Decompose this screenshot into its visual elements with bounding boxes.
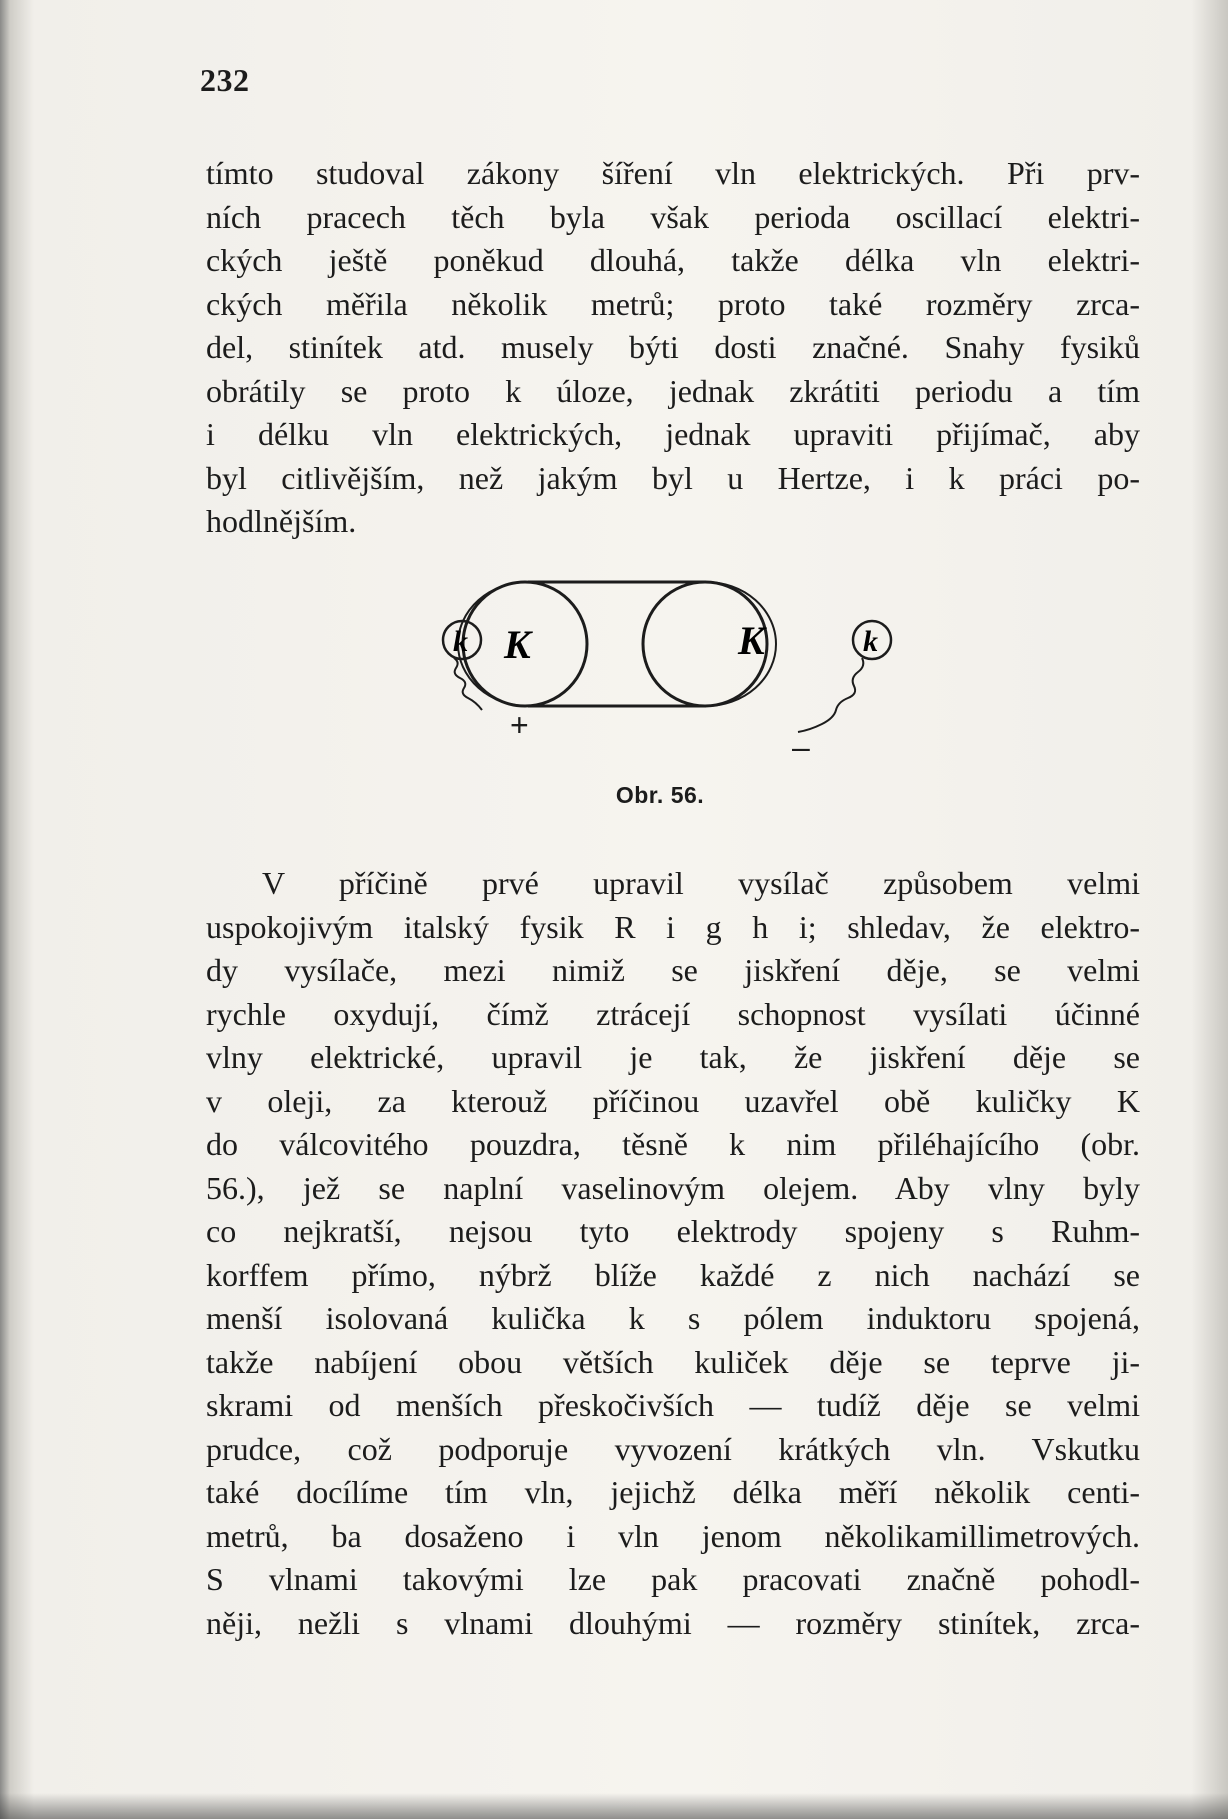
text-line: V příčině prvé upravil vysílač způsobem velmi <box>262 865 1140 901</box>
text-line: obrátily se proto k úloze, jednak zkrátiti periodu a tím <box>206 372 1140 409</box>
text-line: i délku vln elektrických, jednak upraviti přijímač, aby <box>206 416 1140 452</box>
text-line: také docílíme tím vln, jejichž délka měří několik centi- <box>206 1474 1140 1510</box>
text-line: del, stinítek atd. musely býti dosti značné. Snahy fysiků <box>206 329 1140 365</box>
text-line: ckých měřila několik metrů; proto také rozměry zrca- <box>206 285 1140 322</box>
page-number: 232 <box>200 62 250 98</box>
text-line: co nejkratší, nejsou tyto elektrody spojeny s Ruhm- <box>206 1213 1140 1249</box>
page-bottom-edge <box>0 1793 1228 1819</box>
right-lead-wire <box>798 658 863 732</box>
large-sphere-left-label: K <box>504 622 531 667</box>
text-line: korffem přímo, nýbrž blíže každé z nich nachází se <box>206 1256 1140 1293</box>
text-line: prudce, což podporuje vyvození krátkých vln. Vskutku <box>206 1430 1140 1467</box>
text-line: do válcovitého pouzdra, těsně k nim přiléhajícího (obr. <box>206 1126 1140 1162</box>
text-line: 56.), jež se naplní vaselinovým olejem. Aby vlny byly <box>206 1169 1140 1206</box>
text-line: v oleji, za kterouž příčinou uzavřel obě kuličky K <box>206 1082 1140 1119</box>
text-line: S vlnami takovými lze pak pracovati značně pohodl- <box>206 1561 1140 1597</box>
text-line: uspokojivým italský fysik R i g h i; shledav, že elektro- <box>206 908 1140 945</box>
figure-56-diagram <box>420 568 900 768</box>
text-line: dy vysílače, mezi nimiž se jiskření děje, se velmi <box>206 952 1140 988</box>
paragraph-1 <box>206 152 1140 544</box>
large-sphere-right-label: K <box>738 618 765 663</box>
minus-sign: – <box>792 729 810 765</box>
small-sphere-left-label: k <box>453 625 468 658</box>
plus-sign: + <box>510 707 529 743</box>
text-line: něji, nežli s vlnami dlouhými — rozměry stinítek, zrca- <box>206 1604 1140 1641</box>
text-line: skrami od menších přeskočivších — tudíž děje se velmi <box>206 1387 1140 1423</box>
text-line: rychle oxydují, čímž ztrácejí schopnost vysílati účinné <box>206 995 1140 1032</box>
text-line: byl citlivějším, než jakým byl u Hertze, i k práci po- <box>206 459 1140 496</box>
small-sphere-right-label: k <box>863 625 878 658</box>
text-line: menší isolovaná kulička k s pólem induktoru spojená, <box>206 1300 1140 1336</box>
text-line: ckých ještě poněkud dlouhá, takže délka vln elektri- <box>206 242 1140 278</box>
text-line: takže nabíjení obou větších kuliček děje se teprve ji- <box>206 1343 1140 1380</box>
paragraph-2 <box>206 862 1140 1645</box>
text-line: ních pracech těch byla však perioda oscillací elektri- <box>206 198 1140 235</box>
text-line: hodlnějším. <box>206 503 357 539</box>
text-line: metrů, ba dosaženo i vln jenom několikamillimetrových. <box>206 1517 1140 1554</box>
figure-caption: Obr. 56. <box>615 782 705 808</box>
text-line: vlny elektrické, upravil je tak, že jiskření děje se <box>206 1039 1140 1075</box>
text-line: tímto studoval zákony šíření vln elektrických. Při prv- <box>206 155 1140 191</box>
